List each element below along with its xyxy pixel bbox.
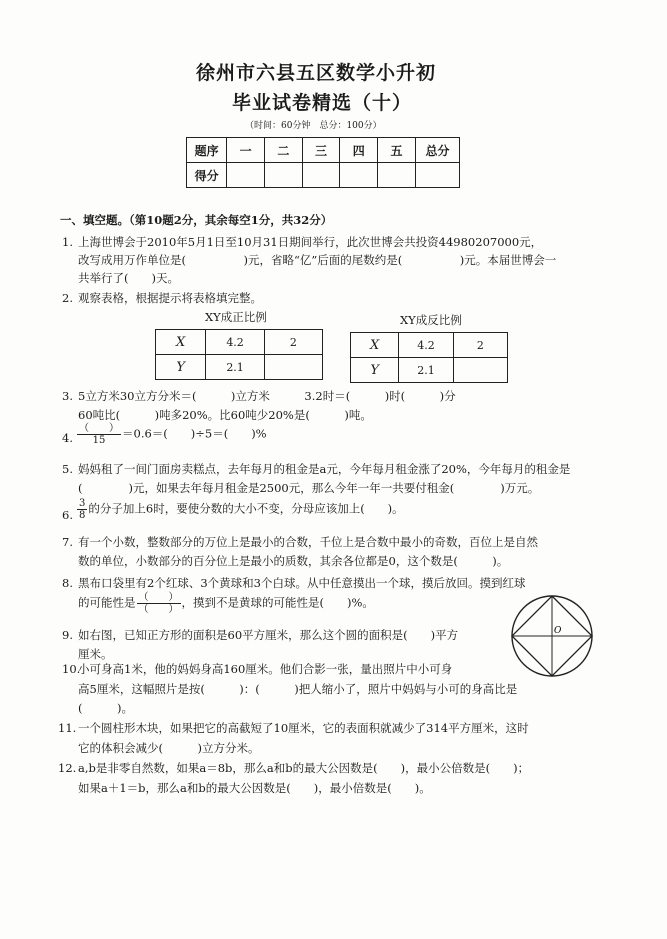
fraction (77, 423, 121, 446)
question-number: 11. (58, 721, 77, 735)
table-cell: 4.2 (399, 333, 453, 358)
fraction (77, 498, 87, 521)
question-text: 如果a＋1＝b，那么a和b的最大公因数是( )，最小倍数是( )。 (78, 781, 431, 795)
score-cell: 四 (340, 138, 378, 163)
table-cell: Y (351, 358, 399, 383)
question-text: 的可能性是 (78, 595, 136, 610)
score-table-header-row (187, 138, 460, 163)
title-line1: 徐州市六县五区数学小升初 (196, 62, 437, 84)
fraction-numerator: 3 (79, 498, 86, 509)
question-text: 上海世博会于2010年5月1日至10月31日期间举行，此次世博会共投资44980207000元， (78, 235, 543, 249)
table-cell: 4.2 (206, 330, 264, 355)
question-text: 共举行了( )天。 (78, 271, 179, 285)
question-text: 高5厘米，这幅照片是按( )：( )把人缩小了，照片中妈妈与小可的身高比是 (78, 682, 518, 696)
fraction-numerator[interactable]: （ ） (138, 592, 179, 603)
answer-cell[interactable] (453, 358, 507, 383)
question-text: 的分子加上6时，要使分数的大小不变，分母应该加上( )。 (88, 501, 404, 516)
fraction-denominator: 8 (79, 510, 86, 521)
question-text: 60吨比( )吨多20%。比60吨少20%是( )吨。 (78, 408, 372, 422)
question-text: 如右图，已知正方形的面积是60平方厘米，那么这个圆的面积是( )平方 (78, 628, 459, 642)
question-text: a,b是非零自然数，如果a＝8b，那么a和b的最大公因数是( )，最小公倍数是( )； (78, 761, 530, 775)
score-table-score-row (187, 163, 460, 188)
score-cell: 总分 (415, 138, 459, 163)
question-text: ＝0.6＝( )÷5＝( )% (122, 426, 267, 441)
question-number: 5. (62, 462, 73, 476)
question-text: 妈妈租了一间门面房卖糕点，去年每月的租金是a元，今年每月租金涨了20%，今年每月的租金是 (78, 462, 571, 476)
score-cell: 三 (302, 138, 340, 163)
score-input-cell[interactable] (264, 163, 302, 188)
question-text: 小可身高1米，他的妈妈身高160厘米。他们合影一张，量出照片中小可身 (78, 662, 453, 676)
score-cell: 得分 (187, 163, 227, 188)
score-cell: 二 (264, 138, 302, 163)
question-text: 观察表格，根据提示将表格填完整。 (78, 291, 262, 305)
question-text: ，摸到不是黄球的可能性是( )%。 (181, 595, 374, 610)
score-input-cell[interactable] (302, 163, 340, 188)
question-number: 4. (62, 431, 73, 445)
question-q4-line (76, 423, 267, 446)
question-number: 9. (62, 628, 73, 642)
question-text: 数的单位，小数部分的百分位上是最小的质数，其余各位都是0，这个数是( )。 (78, 554, 509, 568)
fraction (137, 592, 181, 615)
table-caption: XY成正比例 (205, 310, 267, 324)
score-cell: 题序 (187, 138, 227, 163)
answer-cell[interactable] (264, 355, 322, 380)
exam-meta: （时间：60分钟 总分：100分） (245, 121, 382, 131)
question-number: 3. (62, 389, 73, 403)
score-input-cell[interactable] (340, 163, 378, 188)
question-number: 2. (62, 291, 73, 305)
score-input-cell[interactable] (415, 163, 459, 188)
question-number: 7. (62, 535, 73, 549)
fraction-denominator[interactable]: （ ） (138, 604, 179, 615)
proportion-table-inverse (350, 332, 508, 383)
question-q6-line (76, 498, 404, 521)
question-text: 有一个小数，整数部分的万位上是最小的合数，千位上是合数中最小的奇数，百位上是自然 (78, 535, 538, 549)
question-text: ( )元，如果去年每月租金是2500元，那么今年一年一共要付租金( )万元。 (78, 481, 540, 495)
score-input-cell[interactable] (227, 163, 265, 188)
table-cell: X (351, 333, 399, 358)
fraction-denominator: 15 (92, 435, 106, 446)
table-cell: 2 (453, 333, 507, 358)
question-number: 1. (62, 235, 73, 249)
score-table (186, 137, 460, 188)
question-q8-line2 (78, 592, 374, 615)
table-cell: 2.1 (399, 358, 453, 383)
question-number: 10. (62, 662, 81, 676)
score-cell: 一 (227, 138, 265, 163)
question-number: 6. (62, 508, 73, 522)
question-text: 改写成用万作单位是( )元，省略“亿”后面的尾数约是( )元。本届世博会一 (78, 253, 557, 267)
proportion-table-direct (155, 329, 323, 380)
circle-square-figure (507, 592, 597, 680)
table-cell: 2.1 (206, 355, 264, 380)
question-text: 黑布口袋里有2个红球、3个黄球和3个白球。从中任意摸出一个球，摸后放回。摸到红球 (78, 576, 526, 590)
question-text: 一个圆柱形木块，如果把它的高截短了10厘米，它的表面积就减少了314平方厘米，这时 (78, 721, 529, 735)
table-caption: XY成反比例 (400, 313, 462, 327)
question-text: 厘米。 (78, 647, 113, 661)
section-heading: 一、填空题。（第10题2分，其余每空1分，共32分） (60, 213, 333, 227)
question-text: 它的体积会减少( )立方分米。 (78, 741, 260, 755)
question-text: 5立方米30立方分米＝( )立方米 3.2时＝( )时( )分 (78, 389, 456, 403)
table-cell: Y (156, 355, 206, 380)
title-line2: 毕业试卷精选（十） (232, 92, 413, 114)
table-cell: 2 (264, 330, 322, 355)
question-text: ( )。 (78, 701, 133, 715)
center-label: O (554, 626, 562, 636)
table-cell: X (156, 330, 206, 355)
score-input-cell[interactable] (378, 163, 416, 188)
question-number: 8. (62, 576, 73, 590)
question-number: 12. (58, 761, 77, 775)
fraction-numerator[interactable]: （ ） (79, 423, 119, 434)
score-cell: 五 (378, 138, 416, 163)
